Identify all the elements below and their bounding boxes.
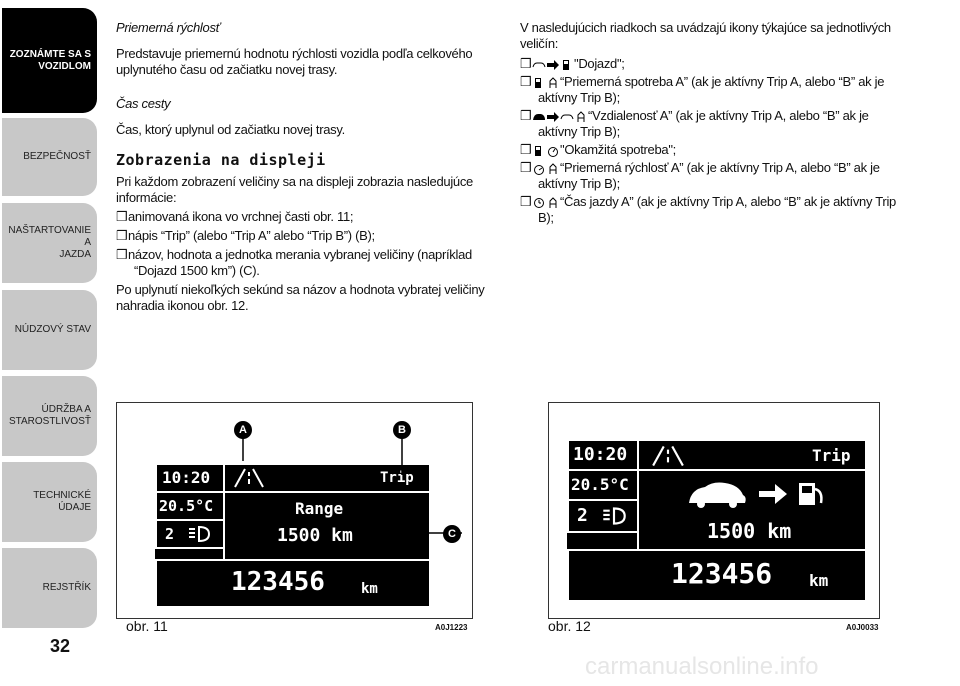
bullet-icon: ❒: [520, 56, 532, 71]
gear-display: 2: [577, 505, 588, 526]
trip-a-icon: [546, 163, 560, 175]
arrow-icon: [546, 111, 560, 123]
list-item-text: “Priemerná rýchlosť A” (ak je aktívny Trip A, alebo “B” ak je aktívny Trip B);: [538, 160, 880, 191]
trip-a-icon: [546, 197, 560, 209]
odometer-value: 123456: [671, 557, 773, 590]
trip-a-icon: [574, 111, 588, 123]
tab-bezpecnost[interactable]: [2, 118, 97, 196]
right-column: [520, 20, 905, 226]
tab-label: REJSTŘÍK: [42, 582, 91, 593]
fuel-pump-icon: [560, 59, 574, 71]
odometer-unit: km: [809, 571, 829, 590]
bullet-icon: ❒: [116, 209, 128, 224]
list-item-text: “Čas jazdy A” (ak je aktívny Trip A, alebo “B” ak je aktívny Trip B);: [538, 194, 896, 225]
section-heading: Zobrazenia na displeji: [116, 151, 326, 169]
list-item: [116, 228, 486, 244]
list-item-text: “Priemerná spotreba A” (ak je aktívny Trip A, alebo “B” ak je aktívny Trip B);: [538, 74, 885, 105]
trip-label: Trip: [380, 470, 414, 486]
range-value: 1500 km: [707, 519, 792, 543]
arrow-icon: [546, 59, 560, 71]
range-value: 1500 km: [277, 525, 353, 546]
gauge-icon: [546, 145, 560, 157]
paragraph: Predstavuje priemernú hodnotu rýchlosti vozidla podľa celkového uplynutého času od začiatku novej trasy.: [116, 46, 473, 77]
list-item-text: "Dojazd";: [574, 56, 625, 71]
paragraph: Čas, ktorý uplynul od začiatku novej trasy.: [116, 122, 345, 137]
time-display: 10:20: [162, 468, 211, 487]
figure-caption: obr. 12: [548, 618, 591, 634]
figure-caption: obr. 11: [126, 618, 168, 634]
gear-display: 2: [165, 525, 175, 543]
clock-icon: [532, 197, 546, 209]
tab-label: ZOZNÁMTE SA S VOZIDLOM: [9, 48, 91, 72]
callout-a: A: [234, 421, 252, 439]
bullet-icon: ❒: [116, 228, 128, 243]
list-item: [520, 142, 905, 158]
speedometer-icon: [532, 163, 546, 175]
section-title-avg-speed: Priemerná rýchlosť: [116, 20, 220, 35]
car-outline-icon: [560, 111, 574, 123]
display-screen: [567, 439, 867, 602]
figure-code: A0J1223: [435, 623, 468, 632]
callout-lines: [117, 403, 472, 618]
paragraph: V nasledujúcich riadkoch sa uvádzajú ikony týkajúce sa jednotlivých veličín:: [520, 20, 891, 51]
tab-technicke-udaje[interactable]: [2, 462, 97, 542]
list-item-text: "Okamžitá spotreba";: [560, 142, 676, 157]
time-display: 10:20: [573, 444, 628, 465]
trip-a-icon: [546, 77, 560, 89]
tab-label: NAŠTARTOVANIE A JAZDA: [8, 225, 91, 260]
paragraph: Po uplynutí niekoľkých sekúnd sa názov a hodnota vybratej veličiny nahradia ikonou obr. 12.: [116, 282, 485, 313]
bullet-icon: ❒: [520, 74, 532, 89]
odometer-value: 123456: [231, 567, 325, 597]
headlight-icon: [599, 505, 629, 527]
tab-label: NÚDZOVÝ STAV: [14, 324, 91, 335]
list-item: [116, 247, 486, 279]
bullet-icon: ❒: [520, 160, 532, 175]
callout-b: B: [393, 421, 411, 439]
list-item: [520, 194, 905, 226]
temperature-display: 20.5°C: [571, 475, 629, 494]
figure-11: [116, 402, 473, 619]
figure-code: A0J0033: [846, 623, 879, 632]
bullet-icon: ❒: [116, 247, 128, 262]
watermark: carmanualsonline.info: [585, 653, 819, 680]
figure-12: [548, 402, 880, 619]
odometer-unit: km: [361, 581, 378, 597]
list-item-text: názov, hodnota a jednotka merania vybranej veličiny (napríklad “Dojazd 1500 km”) (C).: [128, 247, 472, 278]
range-label: Range: [295, 499, 344, 518]
list-item: [520, 56, 905, 72]
tab-udrzba[interactable]: [2, 376, 97, 456]
list-item-text: “Vzdialenosť A” (ak je aktívny Trip A, alebo “B” ak je aktívny Trip B);: [538, 108, 869, 139]
road-icon: [651, 445, 685, 467]
page-number: 32: [50, 636, 71, 656]
tab-zoznamte-sa[interactable]: [2, 8, 97, 113]
paragraph: Pri každom zobrazení veličiny sa na displeji zobrazia nasledujúce informácie:: [116, 174, 473, 205]
tab-nastartovanie[interactable]: [2, 203, 97, 283]
fuel-consumption-icon: [532, 145, 546, 157]
list-item: [116, 209, 486, 225]
tab-label: BEZPEČNOSŤ: [23, 151, 91, 162]
trip-label: Trip: [812, 446, 851, 465]
list-item: [520, 74, 905, 106]
car-outline-icon: [532, 59, 546, 71]
car-solid-icon: [532, 111, 546, 123]
range-icon: [687, 479, 847, 509]
left-column: [116, 20, 486, 314]
callout-c: C: [443, 525, 461, 543]
temperature-display: 20.5°C: [159, 497, 214, 515]
list-item-text: animovaná ikona vo vrchnej časti obr. 11;: [128, 209, 354, 224]
tab-rejstrik[interactable]: [2, 548, 97, 628]
bullet-icon: ❒: [520, 194, 532, 209]
bullet-icon: ❒: [520, 108, 532, 123]
bullet-icon: ❒: [520, 142, 532, 157]
list-item: [520, 108, 905, 140]
section-title-trip-time: Čas cesty: [116, 96, 171, 111]
list-item-text: nápis “Trip” (alebo “Trip A” alebo “Trip B”) (B);: [128, 228, 375, 243]
list-item: [520, 160, 905, 192]
tab-label: ÚDRŽBA A STAROSTLIVOSŤ: [8, 404, 91, 427]
fuel-consumption-icon: [532, 77, 546, 89]
tab-nudzovy-stav[interactable]: [2, 290, 97, 370]
tab-label: TECHNICKÉ ÚDAJE: [33, 490, 91, 513]
